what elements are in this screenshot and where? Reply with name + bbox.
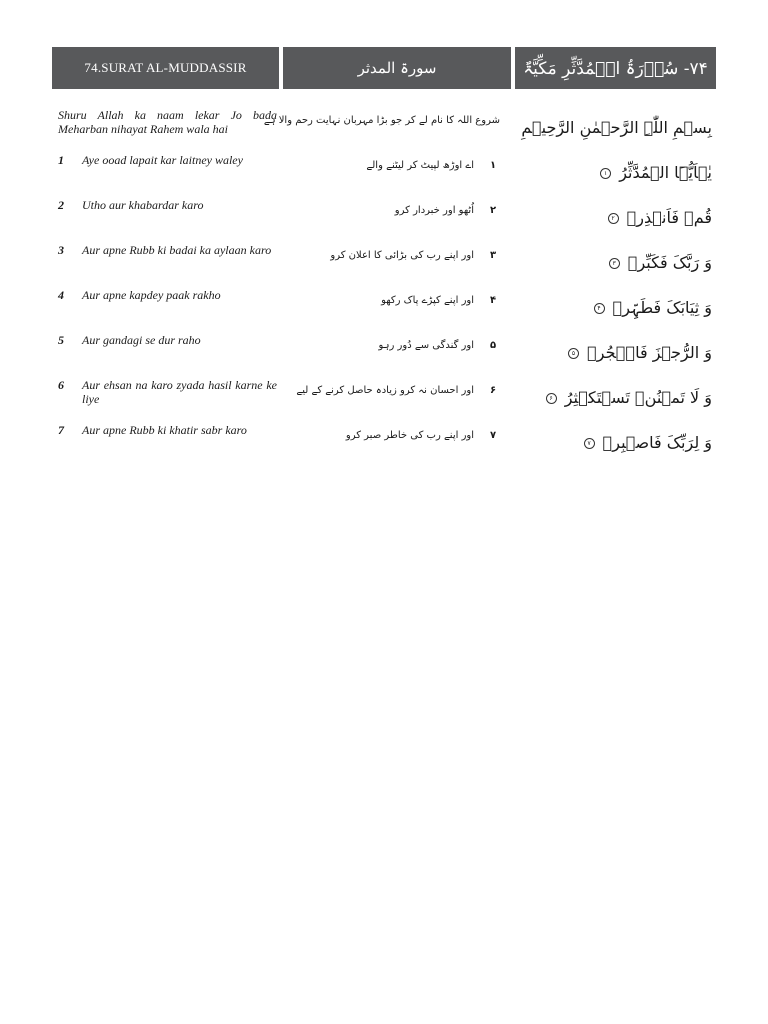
ayah-marker-icon: ۷	[584, 438, 595, 449]
verse-roman-text: Utho aur khabardar karo	[82, 198, 204, 212]
verse-arabic	[522, 208, 712, 228]
verse-row	[0, 243, 768, 288]
verse-number: 2	[58, 198, 64, 212]
verse-roman-text: Aur ehsan na karo zyada hasil karne ke liye	[82, 378, 277, 406]
intro-arabic	[522, 118, 712, 138]
verse-arabic-text: وَ لَا تَمۡنُنۡ تَسۡتَکۡثِرُ	[564, 388, 712, 407]
verse-row	[0, 153, 768, 198]
verse-arabic	[522, 298, 712, 318]
verse-roman-text: Aur apne Rubb ki khatir sabr karo	[82, 423, 247, 437]
intro-urdu-text: شروع اللہ کا نام لے کر جو بڑا مہربان نہایت رحم والا ہے	[263, 115, 500, 126]
verse-arabic	[522, 433, 712, 453]
header-arabic-title: ۷۴- سُوۡرَۃُ الۡمُدَّثِّرِ مَکِّیَّۃٌ	[515, 47, 716, 89]
intro-arabic-text: بِسۡمِ اللّٰہِ الرَّحۡمٰنِ الرَّحِیۡمِ	[521, 118, 712, 137]
ayah-marker-icon: ۶	[546, 393, 557, 404]
verse-arabic	[522, 163, 712, 183]
intro-row	[0, 108, 768, 153]
verse-urdu-text: اے اوڑھ لپیٹ کر لیٹنے والے	[366, 160, 474, 171]
verse-arabic-text: قُمۡ فَاَنۡذِرۡ	[626, 208, 712, 227]
verse-urdu-number: ۲	[489, 205, 497, 216]
verse-table	[0, 108, 768, 468]
verse-urdu-text: اور اپنے کپڑے پاک رکھو	[381, 295, 474, 306]
verse-row	[0, 288, 768, 333]
verse-arabic-text: وَ ثِیَابَکَ فَطَہِّرۡ	[612, 298, 712, 317]
header-urdu-title: سورۃ المدثر	[283, 47, 511, 89]
verse-number: 3	[58, 243, 64, 257]
verse-row	[0, 198, 768, 243]
verse-urdu-number: ۵	[489, 340, 497, 351]
verse-arabic	[522, 253, 712, 273]
verse-urdu-number: ۶	[489, 385, 497, 396]
header-english-title: 74.SURAT AL-MUDDASSIR	[52, 47, 279, 89]
verse-urdu-text: اور احسان نہ کرو زیادہ حاصل کرنے کے لیے	[296, 385, 474, 396]
verse-number: 1	[58, 153, 64, 167]
verse-number: 4	[58, 288, 64, 302]
verse-urdu-number: ۴	[489, 295, 497, 306]
verse-arabic-text: وَ رَبَّکَ فَکَبِّرۡ	[627, 253, 712, 272]
verse-number: 5	[58, 333, 64, 347]
ayah-marker-icon: ۲	[608, 213, 619, 224]
verse-row	[0, 378, 768, 423]
verse-arabic	[522, 388, 712, 408]
verse-arabic-text: وَ الرُّجۡزَ فَاہۡجُرۡ	[587, 343, 712, 362]
verse-number: 6	[58, 378, 64, 392]
verse-roman-text: Aur apne kapdey paak rakho	[82, 288, 221, 302]
ayah-marker-icon: ۴	[594, 303, 605, 314]
verse-urdu-text: اُٹھو اور خبردار کرو	[394, 205, 474, 216]
verse-urdu-number: ۷	[489, 430, 497, 441]
verse-urdu-text: اور گندگی سے دُور رہو	[378, 340, 474, 351]
verse-row	[0, 423, 768, 468]
verse-roman-text: Aye ooad lapait kar laitney waley	[82, 153, 243, 167]
ayah-marker-icon: ۳	[609, 258, 620, 269]
verse-roman-text: Aur apne Rubb ki badai ka aylaan karo	[82, 243, 272, 257]
intro-roman-text: Shuru Allah ka naam lekar Jo bada Meharban nihayat Rahem wala hai	[58, 108, 277, 136]
verse-urdu-number: ۱	[489, 160, 497, 171]
verse-arabic-text: یٰۤاَیُّہَا الۡمُدَّثِّرُ	[619, 163, 712, 182]
ayah-marker-icon: ۵	[568, 348, 579, 359]
ayah-marker-icon: ۱	[600, 168, 611, 179]
verse-arabic-text: وَ لِرَبِّکَ فَاصۡبِرۡ	[602, 433, 712, 452]
verse-roman-text: Aur gandagi se dur raho	[82, 333, 201, 347]
verse-arabic	[522, 343, 712, 363]
verse-row	[0, 333, 768, 378]
verse-number: 7	[58, 423, 64, 437]
verse-urdu-text: اور اپنے رب کی بڑائی کا اعلان کرو	[330, 250, 474, 261]
verse-urdu-text: اور اپنے رب کی خاطر صبر کرو	[345, 430, 474, 441]
verse-urdu-number: ۳	[489, 250, 497, 261]
